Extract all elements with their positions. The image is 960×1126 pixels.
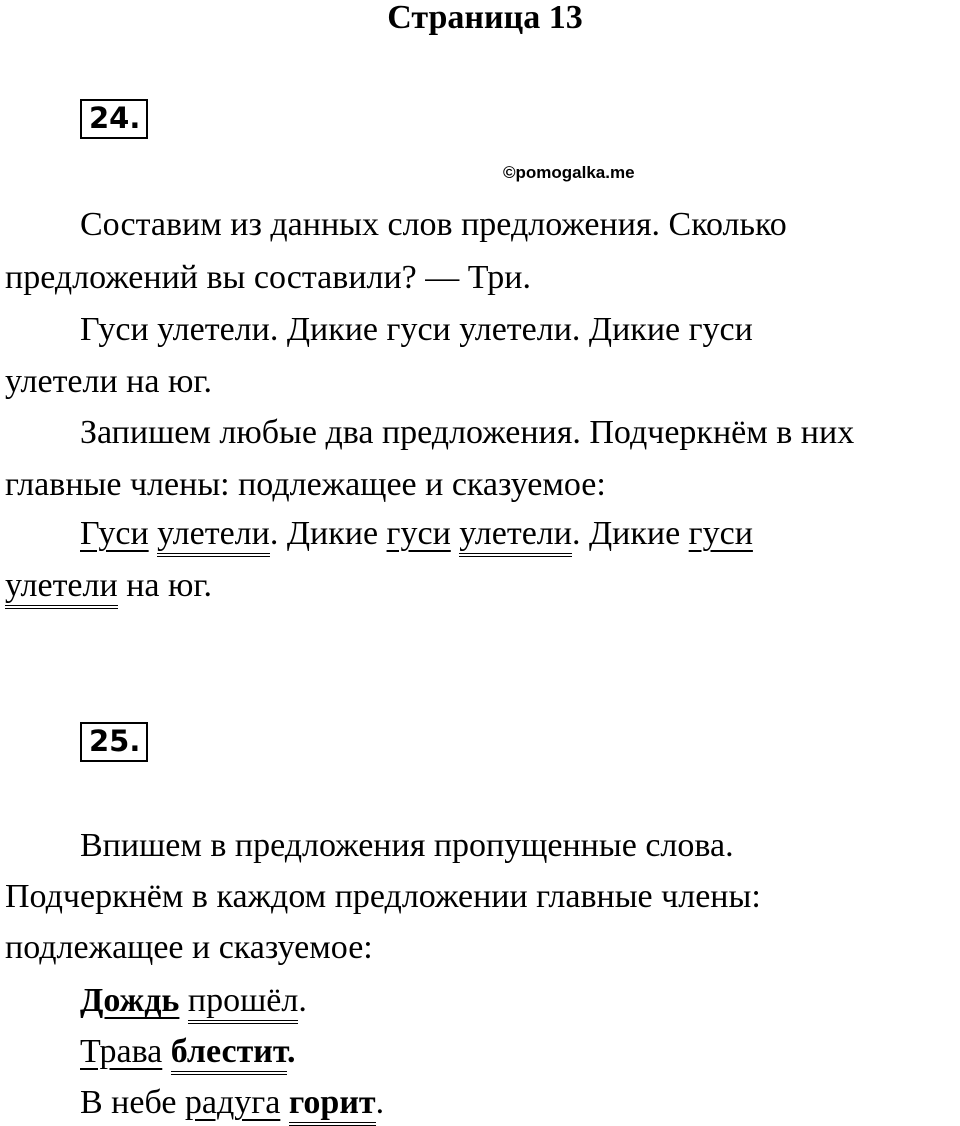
sentence-text: В небе [80,1084,185,1121]
subject-word: гуси [386,515,451,552]
subject-word: Трава [80,1033,163,1070]
task25-text-line: Впишем в предложения пропущенные слова. [80,827,734,864]
task24-text-line: предложений вы составили? — Три. [5,259,531,296]
subject-word: гуси [688,515,753,552]
task24-answer-line [80,514,753,554]
task25-sentence-3 [80,1083,384,1123]
task24-text-line: главные члены: подлежащее и сказуемое: [5,466,606,503]
page-title: Страница 13 [387,0,583,36]
task24-text-line: Гуси улетели. Дикие гуси улетели. Дикие гуси [80,311,753,348]
task24-text-line: Запишем любые два предложения. Подчеркнём в них [80,414,855,451]
predicate-word: улетели [5,567,118,609]
answer-text: . Дикие [571,515,689,552]
sentence-end: . [287,1033,296,1070]
task24-answer-line [5,566,212,606]
predicate-word: улетели [157,515,270,557]
predicate-word: горит [289,1084,376,1126]
answer-text: на юг. [117,567,212,604]
task24-text-line: улетели на юг. [5,363,212,400]
sentence-end: . [375,1084,385,1121]
task24-text-line: Составим из данных слов предложения. Сколько [80,206,787,243]
task25-text-line: Подчеркнём в каждом предложении главные члены: [5,878,761,915]
sentence-end: . [298,982,307,1019]
subject-word: Гуси [80,515,149,552]
subject-word: радуга [184,1084,281,1121]
task25-text-line: подлежащее и сказуемое: [5,929,373,966]
watermark: ©pomogalka.me [503,163,635,182]
predicate-word: блестит [171,1033,287,1075]
predicate-word: прошёл [188,982,298,1024]
task-number-25: 25. [80,722,148,762]
task25-sentence-1 [80,981,307,1021]
answer-text: . Дикие [269,515,387,552]
task25-sentence-2 [80,1032,296,1072]
task-number-24: 24. [80,99,148,139]
subject-word: Дождь [80,982,180,1019]
predicate-word: улетели [459,515,572,557]
